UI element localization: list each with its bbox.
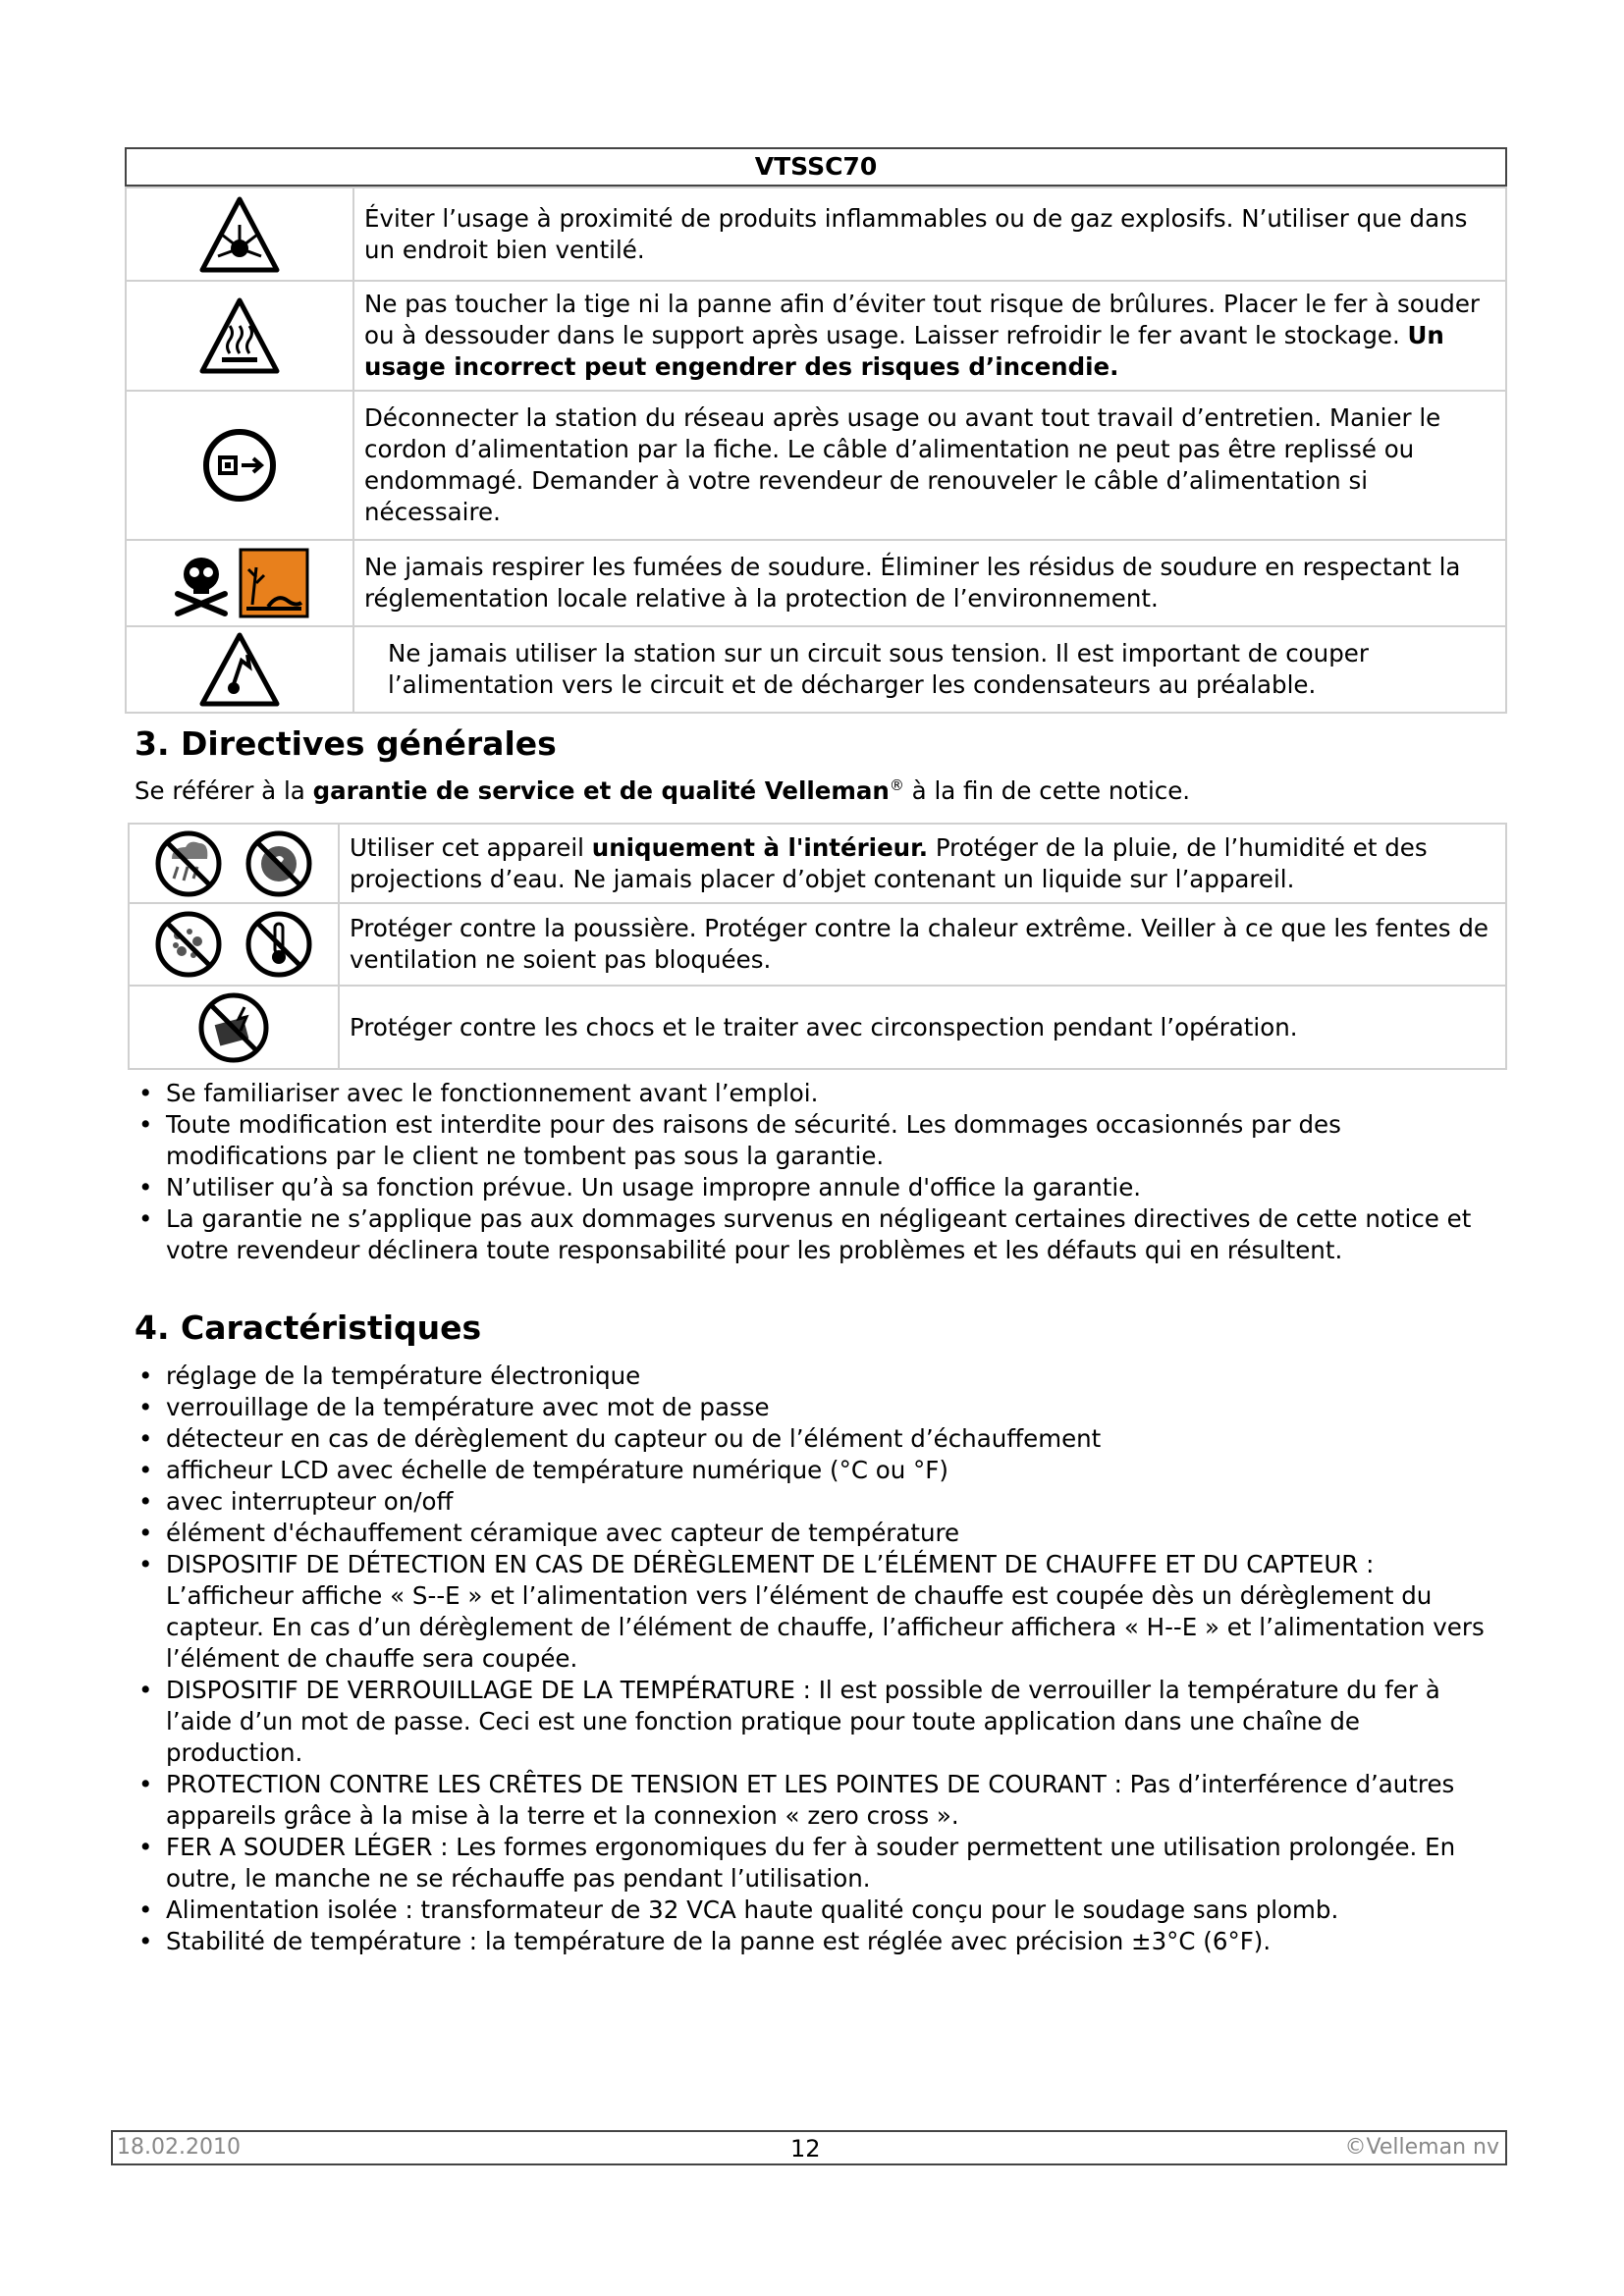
safety-text-cell	[353, 540, 1506, 626]
safety-text: Ne jamais respirer les fumées de soudure. Éliminer les résidus de soudure en respectant la réglementation locale relative à la protection de l’environnement.	[364, 553, 1461, 613]
icon-cell	[126, 281, 353, 391]
page-number: 12	[790, 2135, 821, 2163]
env-row	[129, 903, 1506, 986]
list-item: • Stabilité de température : la température de la panne est réglée avec précision ±3°C (6°F).	[135, 1926, 1499, 1957]
no-rain-icon	[154, 829, 223, 898]
section-3-title: 3. Directives générales	[135, 724, 557, 763]
safety-text: Ne pas toucher la tige ni la panne afin d’éviter tout risque de brûlures. Placer le fer à souder ou à dessouder dans le support après usage. Laisser refroidir le fer avant le stockage.	[364, 290, 1480, 349]
safety-row	[126, 281, 1506, 391]
section-4-title: 4. Caractéristiques	[135, 1308, 482, 1347]
env-row	[129, 824, 1506, 903]
list-item: • N’utiliser qu’à sa fonction prévue. Un usage impropre annule d'office la garantie.	[135, 1172, 1499, 1203]
environment-hazard-icon	[239, 548, 309, 618]
list-item: • élément d'échauffement céramique avec capteur de température	[135, 1518, 1499, 1549]
icon-cell	[126, 187, 353, 281]
env-row	[129, 986, 1506, 1069]
list-item: • Alimentation isolée : transformateur de 32 VCA haute qualité conçu pour le soudage sans plomb.	[135, 1895, 1499, 1926]
intro-text-end: à la fin de cette notice.	[903, 776, 1191, 806]
list-item: • avec interrupteur on/off	[135, 1486, 1499, 1518]
safety-text: Éviter l’usage à proximité de produits inflammables ou de gaz explosifs. N’utiliser que dans un endroit bien ventilé.	[364, 203, 1468, 264]
env-text: Protéger contre la poussière. Protéger contre la chaleur extrême. Veiller à ce que les fentes de ventilation ne soient pas bloquées.	[350, 914, 1489, 974]
hot-surface-warning-icon	[198, 296, 281, 375]
section-3-intro	[135, 776, 1190, 805]
safety-text-bold: Un usage incorrect peut engendrer des risques d’incendie.	[364, 321, 1444, 381]
list-item: • détecteur en cas de dérèglement du capteur ou de l’élément d’échauffement	[135, 1423, 1499, 1455]
model-header: VTSSC70	[125, 147, 1507, 187]
env-text: Protéger contre les chocs et le traiter avec circonspection pendant l’opération.	[350, 1012, 1298, 1041]
list-item: • FER A SOUDER LÉGER : Les formes ergonomiques du fer à souder permettent une utilisation prolongée. En outre, le manche ne se réchauffe pas pendant l’utilisation.	[135, 1832, 1499, 1895]
icon-cell	[129, 824, 339, 903]
safety-text-cell	[353, 626, 1506, 713]
list-item: • afficheur LCD avec échelle de température numérique (°C ou °F)	[135, 1455, 1499, 1486]
toxic-skull-icon	[170, 549, 233, 617]
list-item: • La garantie ne s’applique pas aux dommages survenus en négligeant certaines directives de cette notice et votre revendeur déclinera toute responsabilité pour les problèmes et les défauts qui en résultent.	[135, 1203, 1499, 1266]
safety-warnings-table	[125, 187, 1507, 714]
footer-date: 18.02.2010	[117, 2135, 241, 2160]
list-item: • verrouillage de la température avec mot de passe	[135, 1392, 1499, 1423]
icon-cell	[129, 903, 339, 986]
icon-cell	[126, 391, 353, 540]
disconnect-mains-plug-icon	[200, 426, 279, 505]
safety-row	[126, 540, 1506, 626]
page-footer	[111, 2130, 1507, 2165]
no-dust-icon	[154, 910, 223, 979]
list-item: • Toute modification est interdite pour des raisons de sécurité. Les dommages occasionnés par des modifications par le client ne tombent pas sous la garantie.	[135, 1109, 1499, 1172]
env-text-cell	[339, 824, 1506, 903]
footer-copyright: ©Velleman nv	[1344, 2135, 1499, 2160]
intro-text: Se référer à la	[135, 776, 313, 806]
safety-text: Déconnecter la station du réseau après usage ou avant tout travail d’entretien. Manier le cordon d’alimentation par la fiche. Le câble d’alimentation ne peut pas être replissé ou endommagé. Demander à votre revendeur de renouveler le câble d’alimentation si nécessaire.	[364, 403, 1441, 526]
env-text-cell	[339, 986, 1506, 1069]
list-item: • PROTECTION CONTRE LES CRÊTES DE TENSION ET LES POINTES DE COURANT : Pas d’interférence d’autres appareils grâce à la mise à la terre et la connexion « zero cross ».	[135, 1769, 1499, 1832]
icon-cell	[129, 986, 339, 1069]
safety-row	[126, 187, 1506, 281]
safety-text-cell	[353, 187, 1506, 281]
safety-text: Ne jamais utiliser la station sur un circuit sous tension. Il est important de couper l’alimentation vers le circuit et de décharger les condensateurs au préalable.	[388, 639, 1369, 699]
safety-text-cell	[353, 391, 1506, 540]
list-item: • Se familiariser avec le fonctionnement avant l’emploi.	[135, 1078, 1499, 1109]
safety-row	[126, 626, 1506, 713]
general-guidelines-list	[135, 1078, 1499, 1266]
no-shock-impact-icon	[197, 991, 270, 1064]
explosive-hazard-icon	[198, 195, 281, 274]
list-item: • DISPOSITIF DE DÉTECTION EN CAS DE DÉRÈGLEMENT DE L’ÉLÉMENT DE CHAUFFE ET DU CAPTEUR : L’afficheur affiche « S--E » et l’alimentation vers l’élément de chauffe est coupée dès un dérèglement du capteur. En cas d’un dérèglement de l’élément de chauffe, l’afficheur affichera « H--E » et l’alimentation vers l’élément de chauffe sera coupée.	[135, 1549, 1499, 1675]
env-text-cell	[339, 903, 1506, 986]
features-list	[135, 1361, 1499, 1957]
env-text: Utiliser cet appareil	[350, 832, 592, 862]
environment-table	[128, 823, 1507, 1070]
no-heat-thermometer-icon	[244, 910, 313, 979]
safety-row	[126, 391, 1506, 540]
list-item: • réglage de la température électronique	[135, 1361, 1499, 1392]
no-water-splash-icon	[244, 829, 313, 898]
env-text-bold: uniquement à l'intérieur.	[591, 832, 929, 862]
electric-shock-warning-icon	[198, 631, 281, 708]
env-text-end: Protéger de la pluie, de l’humidité et des projections d’eau. Ne jamais placer d’objet contenant un liquide sur l’appareil.	[350, 832, 1428, 893]
warranty-reference: garantie de service et de qualité Velleman	[312, 776, 890, 806]
registered-mark: ®	[889, 776, 904, 794]
icon-cell	[126, 626, 353, 713]
list-item: • DISPOSITIF DE VERROUILLAGE DE LA TEMPÉRATURE : Il est possible de verrouiller la température du fer à l’aide d’un mot de passe. Ceci est une fonction pratique pour toute application dans une chaîne de production.	[135, 1675, 1499, 1769]
safety-text-cell	[353, 281, 1506, 391]
